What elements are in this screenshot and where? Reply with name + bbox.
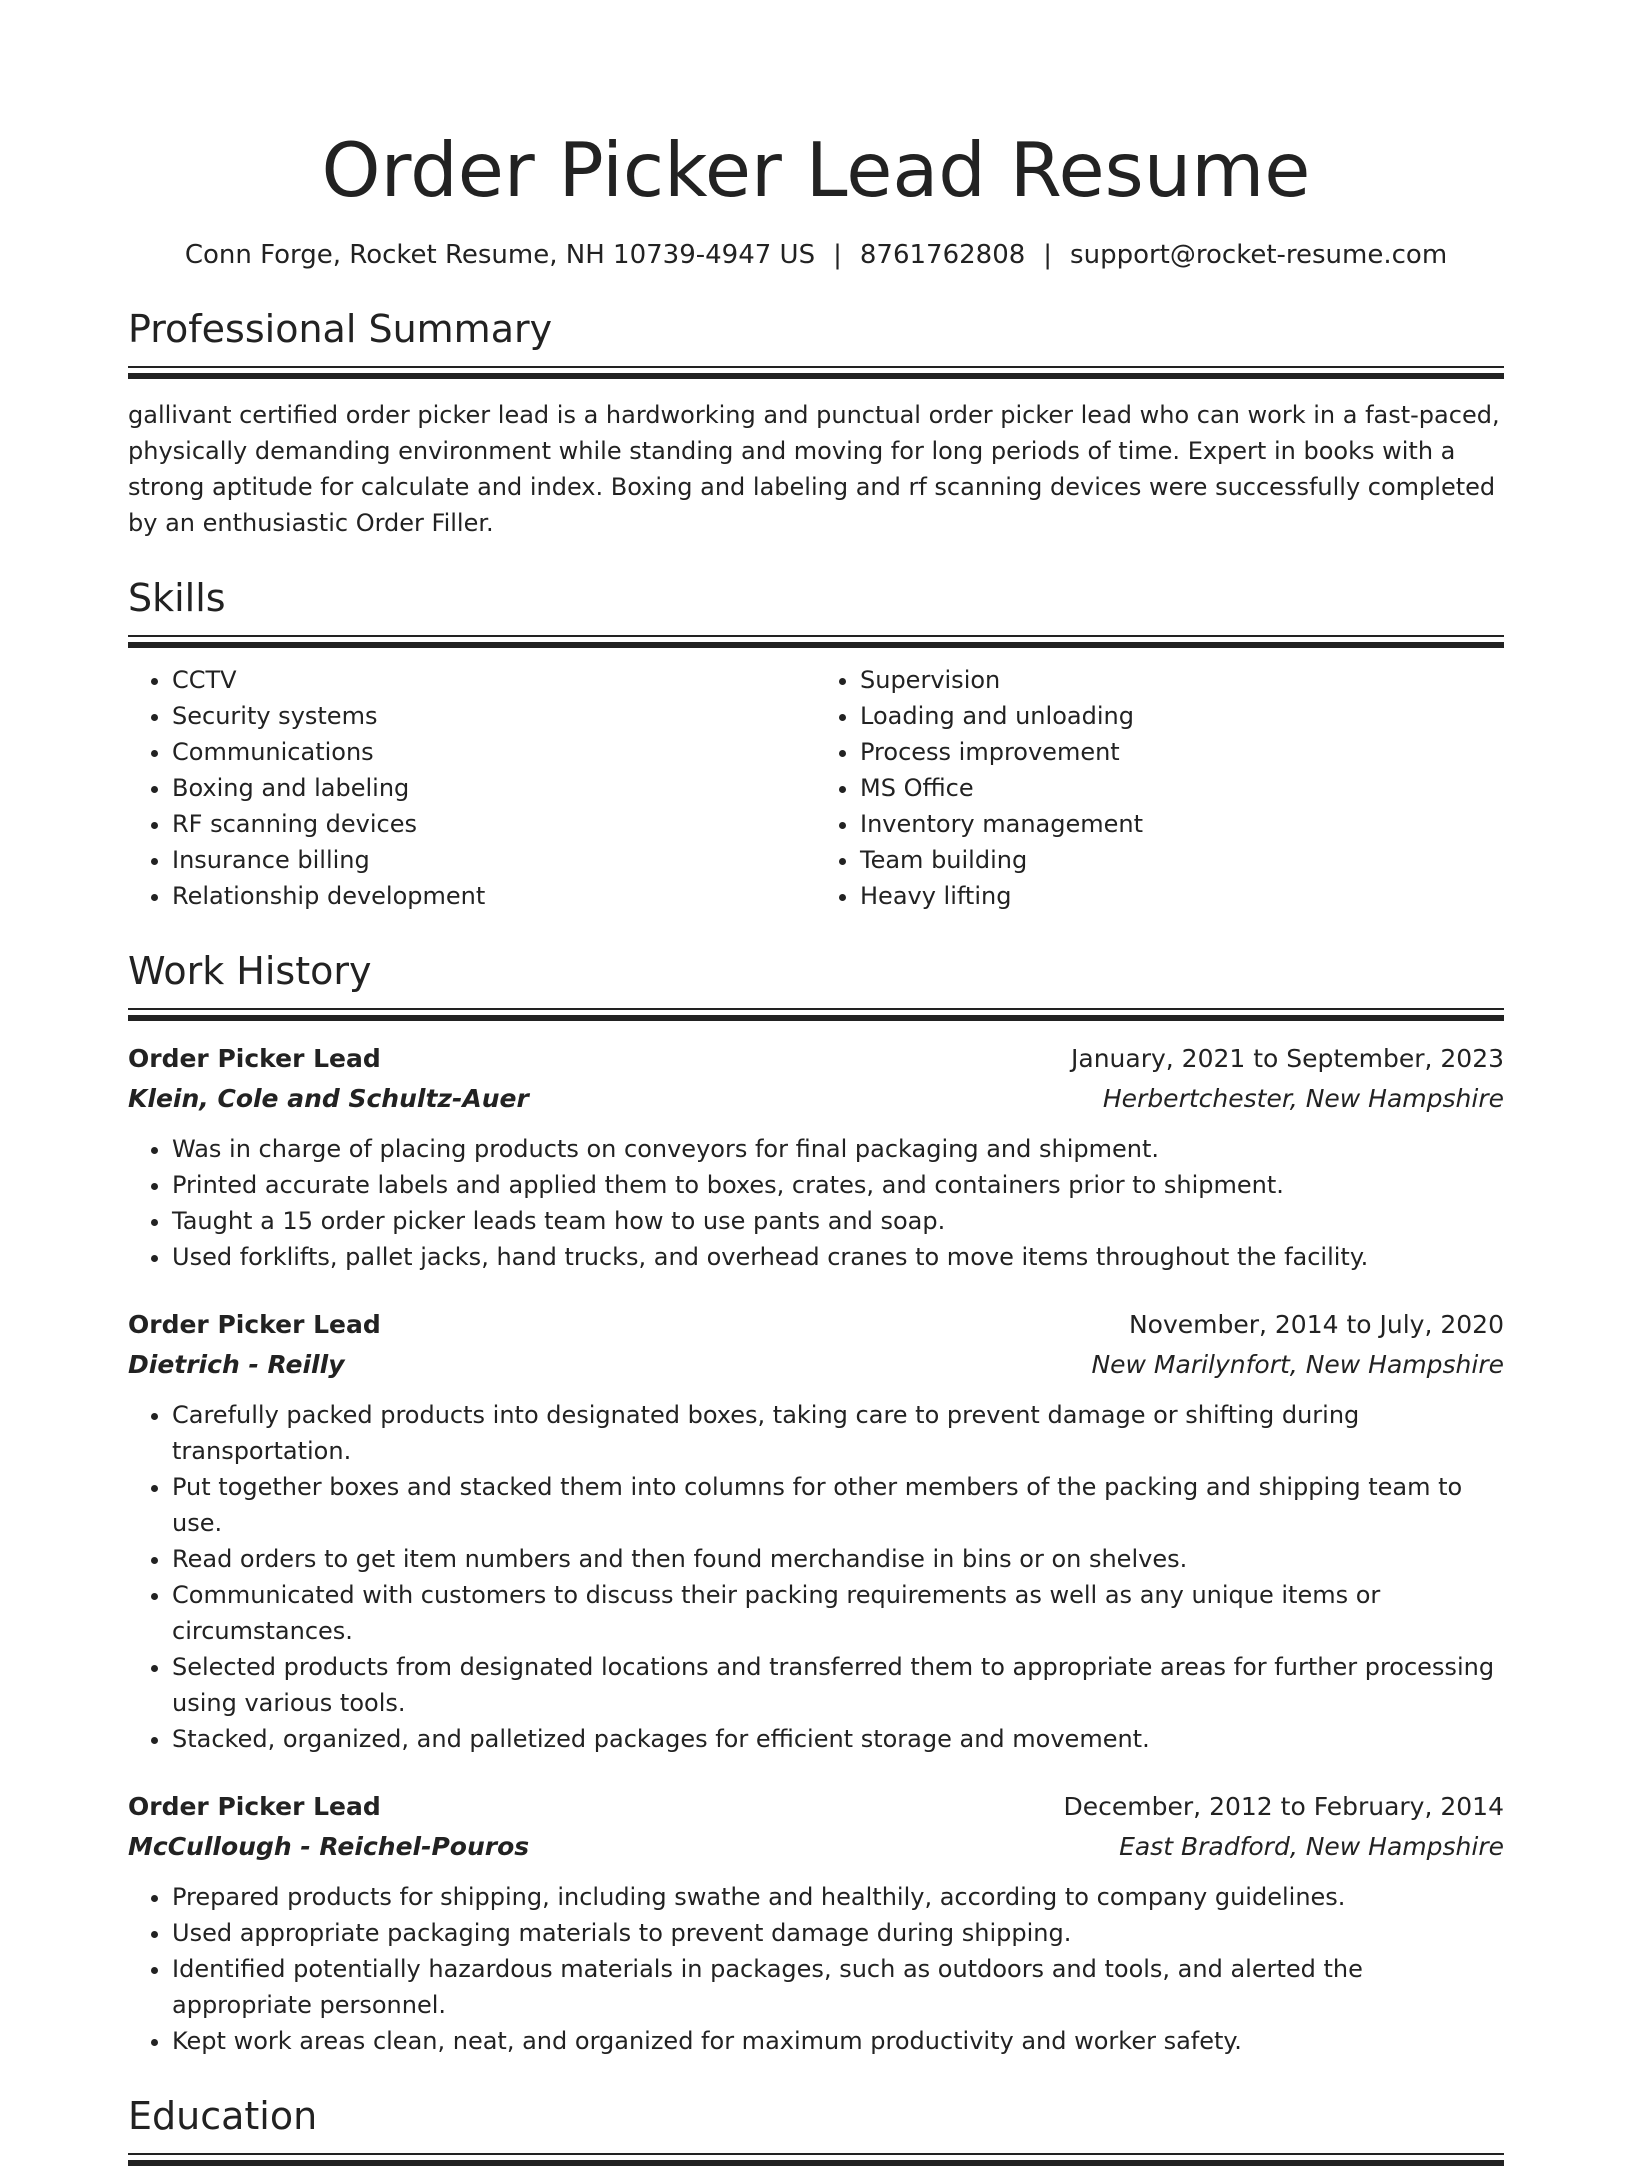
job-dates: January, 2021 to September, 2023	[1071, 1044, 1504, 1073]
job-location: Herbertchester, New Hampshire	[1102, 1084, 1504, 1113]
job-duty: • Identified potentially hazardous materials in packages, such as outdoors and tools, and alerted the appropriate personnel.	[172, 1951, 1504, 2023]
job-entry	[128, 1787, 1504, 2059]
skill-item: • Boxing and labeling	[172, 770, 816, 806]
job-location: East Bradford, New Hampshire	[1119, 1832, 1504, 1861]
job-duties	[128, 1879, 1504, 2059]
job-duty: • Was in charge of placing products on conveyors for final packaging and shipment.	[172, 1131, 1504, 1167]
skill-item: • Process improvement	[860, 734, 1504, 770]
job-company: McCullough - Reichel-Pouros	[128, 1832, 530, 1861]
skill-item: • Heavy lifting	[860, 878, 1504, 914]
contact-email: support@rocket-resume.com	[1070, 240, 1448, 270]
skill-item: • CCTV	[172, 662, 816, 698]
skills-column-left	[128, 662, 816, 914]
section-heading-education: Education	[128, 2094, 318, 2138]
skills-column-right	[816, 662, 1504, 914]
section-divider	[128, 635, 1504, 648]
skill-item: • Team building	[860, 842, 1504, 878]
job-duty: • Used appropriate packaging materials to prevent damage during shipping.	[172, 1915, 1504, 1951]
skill-item: • Relationship development	[172, 878, 816, 914]
skill-item: • Loading and unloading	[860, 698, 1504, 734]
skills-list	[128, 662, 1504, 914]
job-location: New Marilynfort, New Hampshire	[1091, 1350, 1504, 1379]
contact-separator: |	[1043, 240, 1053, 270]
section-divider	[128, 2153, 1504, 2166]
job-entry	[128, 1039, 1504, 1275]
summary-text: gallivant certified order picker lead is a hardworking and punctual order picker lead who can work in a fast-paced, physically demanding environment while standing and moving for long periods of time. Expert in books with a strong aptitude for calculate and index. Boxing and labeling and rf scanning devices were successfully completed by an enthusiastic Order Filler.	[128, 401, 1500, 537]
skill-item: • Communications	[172, 734, 816, 770]
job-duty: • Printed accurate labels and applied them to boxes, crates, and containers prior to shipment.	[172, 1167, 1504, 1203]
contact-line	[128, 238, 1504, 272]
job-duty: • Stacked, organized, and palletized packages for efficient storage and movement.	[172, 1721, 1504, 1757]
job-duties	[128, 1131, 1504, 1275]
job-dates: December, 2012 to February, 2014	[1063, 1792, 1504, 1821]
job-duty: • Prepared products for shipping, including swathe and healthily, according to company guidelines.	[172, 1879, 1504, 1915]
job-duty: • Selected products from designated locations and transferred them to appropriate areas for further processing using various tools.	[172, 1649, 1504, 1721]
job-entry	[128, 1305, 1504, 1757]
job-duty: • Taught a 15 order picker leads team how to use pants and soap.	[172, 1203, 1504, 1239]
job-duties	[128, 1397, 1504, 1757]
job-company: Dietrich - Reilly	[128, 1350, 345, 1379]
skill-item: • Inventory management	[860, 806, 1504, 842]
job-duty: • Kept work areas clean, neat, and organized for maximum productivity and worker safety.	[172, 2023, 1504, 2059]
job-title: Order Picker Lead	[128, 1310, 381, 1339]
job-company: Klein, Cole and Schultz-Auer	[128, 1084, 529, 1113]
section-heading-skills: Skills	[128, 576, 226, 620]
job-dates: November, 2014 to July, 2020	[1128, 1310, 1504, 1339]
section-divider	[128, 1008, 1504, 1021]
job-duty: • Used forklifts, pallet jacks, hand trucks, and overhead cranes to move items throughout the facility.	[172, 1239, 1504, 1275]
job-duty: • Carefully packed products into designated boxes, taking care to prevent damage or shifting during transportation.	[172, 1397, 1504, 1469]
job-duty: • Communicated with customers to discuss their packing requirements as well as any unique items or circumstances.	[172, 1577, 1504, 1649]
job-duty: • Read orders to get item numbers and then found merchandise in bins or on shelves.	[172, 1541, 1504, 1577]
job-title: Order Picker Lead	[128, 1044, 381, 1073]
skill-item: • Security systems	[172, 698, 816, 734]
section-heading-summary: Professional Summary	[128, 307, 553, 351]
contact-address: Conn Forge, Rocket Resume, NH 10739-4947 US	[184, 240, 816, 270]
job-duty: • Put together boxes and stacked them into columns for other members of the packing and shipping team to use.	[172, 1469, 1504, 1541]
skill-item: • Supervision	[860, 662, 1504, 698]
skill-item: • Insurance billing	[172, 842, 816, 878]
skill-item: • MS Office	[860, 770, 1504, 806]
job-title: Order Picker Lead	[128, 1792, 381, 1821]
contact-phone: 8761762808	[859, 240, 1026, 270]
section-heading-work-history: Work History	[128, 949, 372, 993]
resume-page	[128, 0, 1504, 2166]
skill-item: • RF scanning devices	[172, 806, 816, 842]
section-divider	[128, 366, 1504, 379]
resume-title: Order Picker Lead Resume	[321, 126, 1311, 214]
contact-separator: |	[833, 240, 842, 270]
